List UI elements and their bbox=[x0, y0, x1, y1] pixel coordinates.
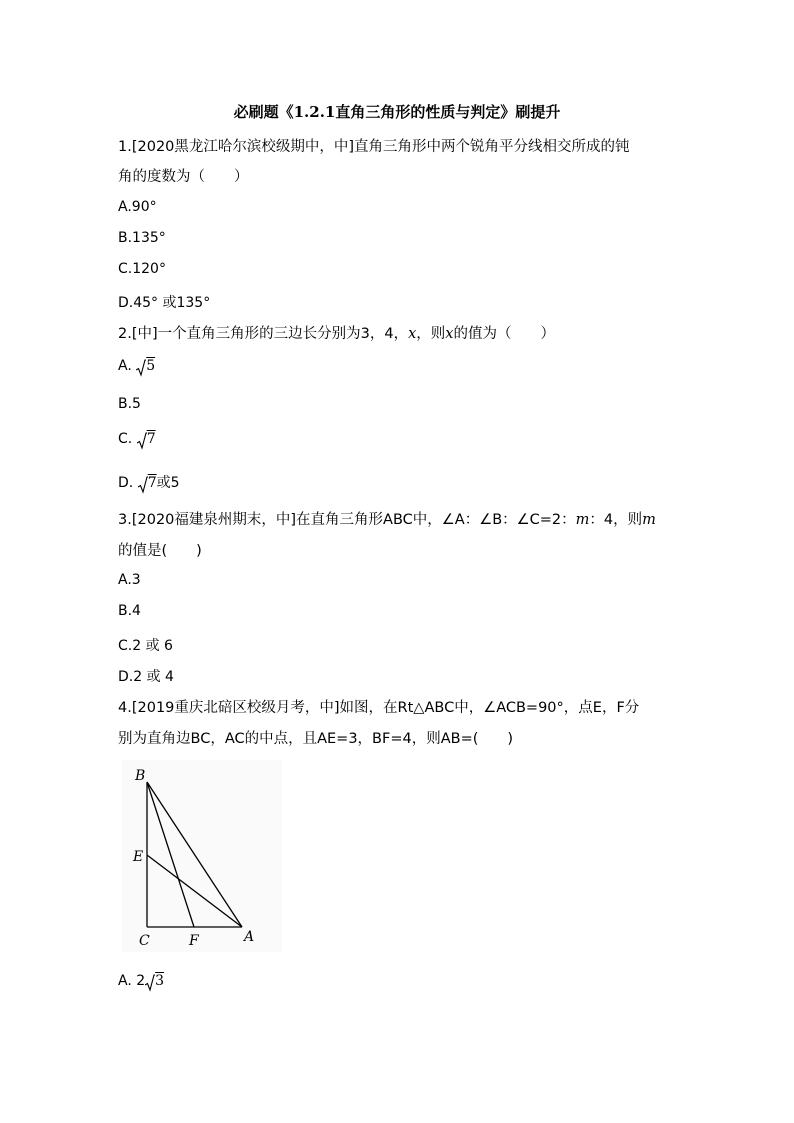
question-1-option-c: C.120° bbox=[118, 261, 166, 277]
question-3-option-c: C.2 或 6 bbox=[118, 638, 173, 654]
option-c-label: C. bbox=[118, 431, 133, 447]
triangle-figure bbox=[122, 760, 282, 952]
question-3-prefix: 3.[2020福建泉州期末，中]在直角三角形ABC中，∠A：∠B：∠C=2： bbox=[118, 512, 576, 528]
question-4-option-a bbox=[118, 973, 164, 992]
question-2-var: x bbox=[408, 326, 417, 342]
triangle-diagram bbox=[122, 760, 282, 952]
question-2-stem bbox=[118, 322, 555, 343]
sqrt-symbol bbox=[138, 476, 148, 494]
option-a-label: A. bbox=[118, 358, 132, 374]
option-d-label: D. bbox=[118, 475, 134, 491]
sqrt-symbol bbox=[136, 359, 146, 377]
segment-ea bbox=[147, 855, 242, 927]
option-d-suffix: 或5 bbox=[156, 475, 180, 491]
label-e: E bbox=[133, 849, 144, 865]
question-1-line-2: 角的度数为（ ） bbox=[118, 169, 249, 185]
question-3-line-1 bbox=[118, 508, 656, 529]
label-b: B bbox=[135, 768, 146, 784]
question-2-middle: ，则 bbox=[416, 326, 446, 342]
segment-bf bbox=[147, 782, 194, 927]
question-1-option-b: B.135° bbox=[118, 230, 166, 246]
question-3-var: m bbox=[575, 512, 590, 528]
question-4-line-1: 4.[2019重庆北碚区校级月考，中]如图，在Rt△ABC中，∠ACB=90°，点E，F分 bbox=[118, 700, 640, 716]
question-1-option-d: D.45° 或135° bbox=[118, 295, 211, 311]
sqrt-symbol bbox=[145, 974, 155, 992]
question-2-option-a bbox=[118, 358, 155, 377]
label-f: F bbox=[189, 933, 199, 949]
option-a-label: A. 2 bbox=[118, 973, 146, 989]
radicand: 5 bbox=[146, 358, 156, 374]
question-2-option-d bbox=[118, 472, 180, 494]
question-3-option-b: B.4 bbox=[118, 603, 141, 619]
radicand: 7 bbox=[146, 431, 156, 447]
radicand: 3 bbox=[155, 973, 165, 989]
question-2-suffix: 的值为（ ） bbox=[453, 326, 555, 342]
question-1-line-1: 1.[2020黑龙江哈尔滨校级期中，中]直角三角形中两个锐角平分线相交所成的钝 bbox=[118, 139, 630, 155]
segment-ba bbox=[147, 782, 242, 927]
question-3-var-2: m bbox=[642, 512, 656, 528]
page-title: 必刷题《1.2.1直角三角形的性质与判定》刷提升 bbox=[233, 103, 561, 121]
radicand: 7 bbox=[147, 475, 157, 491]
question-2-option-c bbox=[118, 431, 156, 450]
label-a: A bbox=[244, 929, 255, 945]
question-3-option-d: D.2 或 4 bbox=[118, 669, 174, 685]
question-1-option-a: A.90° bbox=[118, 199, 157, 215]
question-3-option-a: A.3 bbox=[118, 572, 141, 588]
question-2-var-2: x bbox=[445, 326, 454, 342]
question-3-line-2: 的值是( ) bbox=[118, 543, 202, 559]
question-2-prefix: 2.[中]一个直角三角形的三边长分别为3，4， bbox=[118, 326, 409, 342]
question-3-middle: ：4，则 bbox=[589, 512, 643, 528]
sqrt-symbol bbox=[137, 432, 147, 450]
question-2-option-b: B.5 bbox=[118, 396, 141, 412]
label-c: C bbox=[139, 933, 150, 949]
question-4-line-2: 别为直角边BC，AC的中点，且AE=3，BF=4，则AB=( ) bbox=[118, 731, 514, 747]
